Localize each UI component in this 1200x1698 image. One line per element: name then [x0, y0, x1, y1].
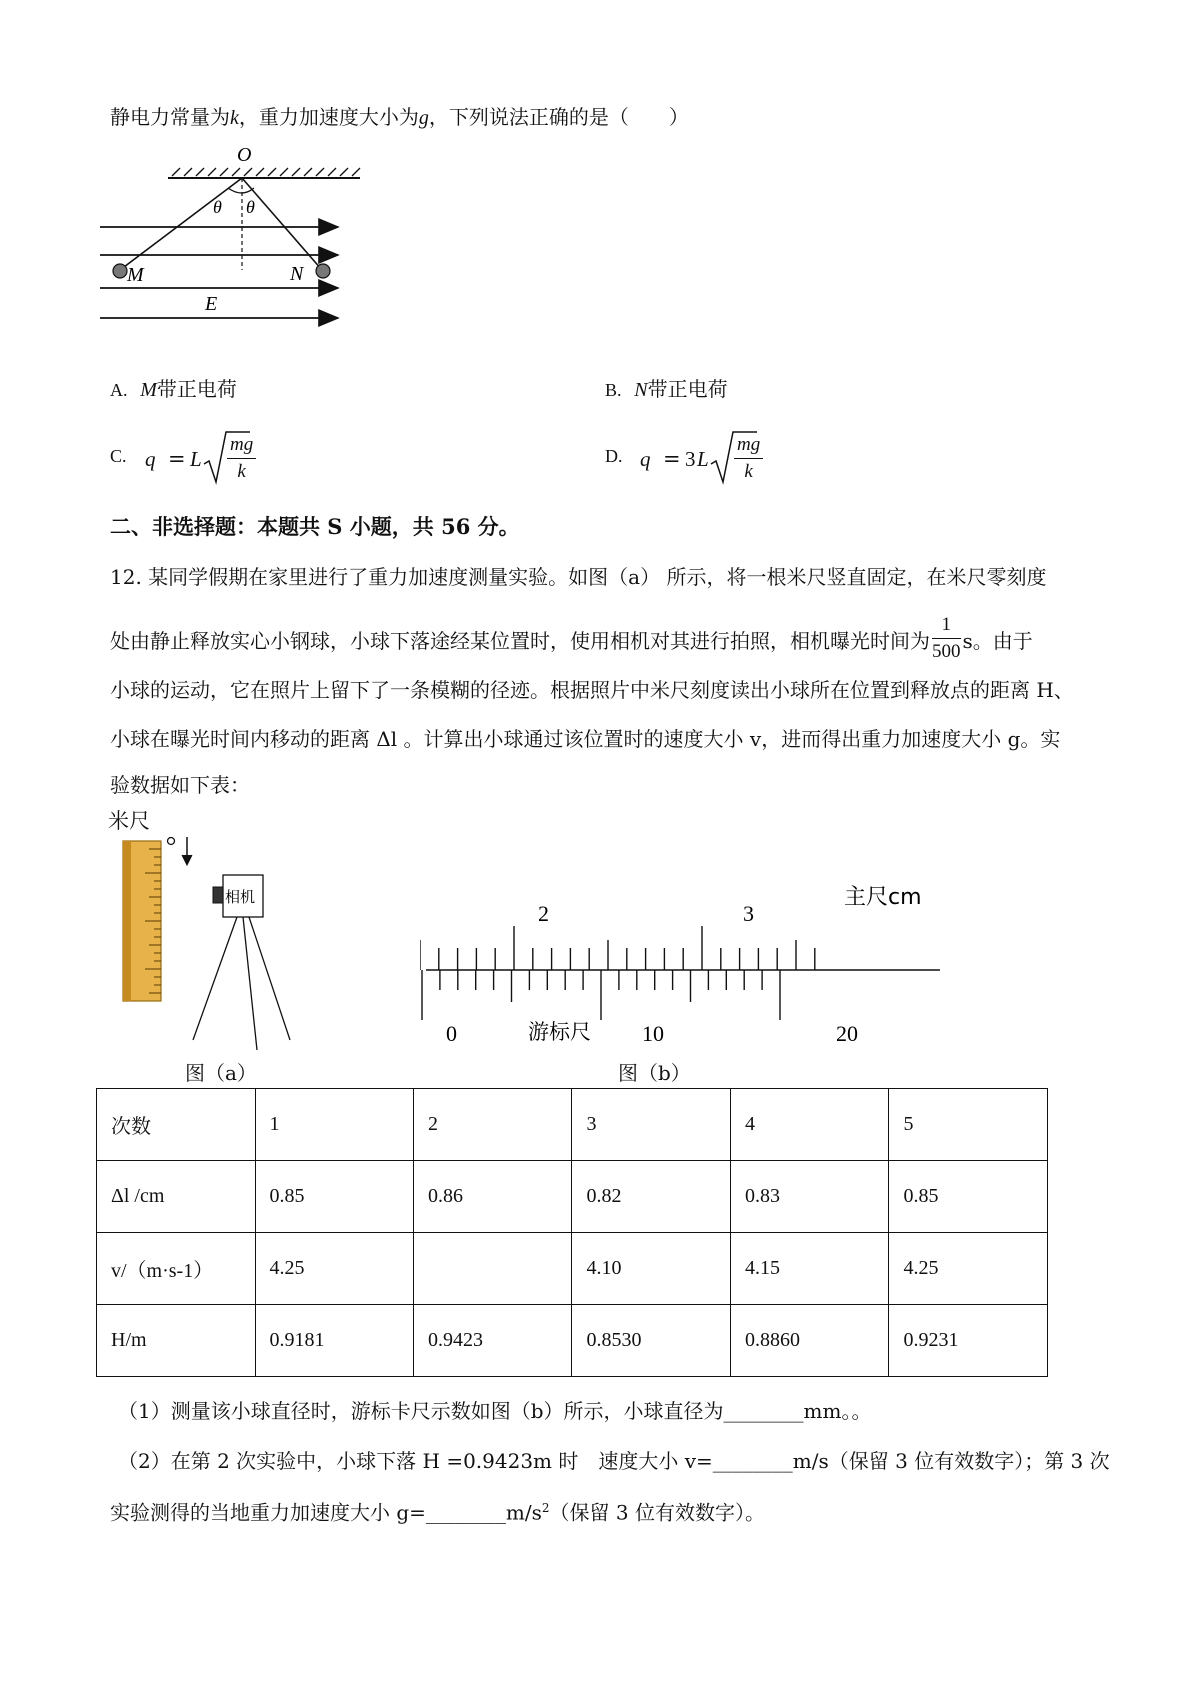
q12-line4: 小球在曝光时间内移动的距离 Δl 。计算出小球通过该位置时的速度大小 v，进而得出重力加速度大小 g。实 [110, 727, 1061, 751]
table-cell: 2 [414, 1089, 572, 1161]
option-letter: D. [605, 446, 623, 466]
table-cell: 3 [572, 1089, 730, 1161]
table-cell: 1 [255, 1089, 413, 1161]
label-n: N [290, 263, 304, 285]
section-heading: 二、非选择题：本题共 S 小题，共 56 分。 [110, 514, 520, 539]
denominator: 500 [932, 641, 961, 662]
label-e: E [205, 293, 218, 315]
numerator: mg [734, 432, 763, 459]
angle-arc [228, 188, 254, 193]
fraction [734, 432, 763, 485]
table-cell: 4 [730, 1089, 888, 1161]
q12-line2 [110, 616, 1033, 669]
exposure-fraction [932, 612, 961, 665]
vernier-scale-ticks [422, 970, 780, 1020]
theta-left: θ [213, 197, 222, 217]
ball-m [113, 264, 127, 278]
var-g: g [418, 107, 429, 129]
table-row-header: Δl /cm [97, 1161, 256, 1233]
electric-field-figure [100, 140, 390, 360]
var-n: N [634, 379, 648, 401]
table-cell: 0.85 [889, 1161, 1048, 1233]
table-cell: 5 [889, 1089, 1048, 1161]
numerator: mg [227, 432, 256, 459]
figure-b-vernier [420, 870, 960, 1060]
table-row [97, 1233, 1048, 1305]
string-right [242, 178, 322, 270]
option-b [605, 375, 728, 404]
q12-text: 处由静止释放实心小钢球，小球下落途经某位置时，使用相机对其进行拍照，相机曝光时间为 [110, 629, 930, 653]
table-cell: 4.10 [572, 1233, 730, 1305]
table-cell [414, 1233, 572, 1305]
equals-sign: = [168, 447, 186, 471]
q12-line3: 小球的运动，它在照片上留下了一条模糊的径迹。根据照片中米尺刻度读出小球所在位置到释放点的距离 H、 [110, 678, 1074, 702]
sub2-text: 实验测得的当地重力加速度大小 g=________m/s [110, 1500, 542, 1525]
camera-label: 相机 [225, 888, 256, 906]
caption-a: 图（a） [185, 1061, 257, 1085]
option-letter: B. [605, 380, 622, 400]
table-row-header: v/（m·s-1） [97, 1233, 256, 1305]
string-left [120, 178, 242, 270]
q12-text: s。由于 [962, 629, 1033, 653]
var-l: L [697, 447, 709, 471]
camera-lens [213, 887, 223, 903]
steel-ball [168, 838, 175, 845]
intro-text: ，下列说法正确的是（ ） [428, 105, 689, 129]
table-row [97, 1089, 1048, 1161]
table-cell: 0.9423 [414, 1305, 572, 1377]
theta-right: θ [246, 197, 255, 217]
label-o: O [237, 144, 252, 166]
ball-n [316, 264, 330, 278]
ceiling [168, 168, 360, 178]
vernier-tick-label: 20 [836, 1021, 858, 1046]
table-row-header: 次数 [97, 1089, 256, 1161]
main-tick-label: 3 [743, 901, 754, 926]
main-scale-ticks [420, 926, 815, 970]
table-cell: 0.9231 [889, 1305, 1048, 1377]
equals-sign: = [663, 447, 681, 471]
denominator: k [744, 461, 753, 482]
option-a [110, 375, 237, 404]
option-letter: A. [110, 380, 128, 400]
vernier-tick-label: 0 [446, 1021, 457, 1046]
table-cell: 4.15 [730, 1233, 888, 1305]
table-cell: 0.82 [572, 1161, 730, 1233]
var-k: k [230, 107, 239, 129]
superscript: 2 [541, 1501, 550, 1515]
figure-a [105, 835, 325, 1055]
sub2-text: （保留 3 位有效数字）。 [549, 1500, 765, 1525]
table-cell: 4.25 [889, 1233, 1048, 1305]
ruler-label: 米尺 [108, 809, 150, 833]
coefficient: 3 [685, 447, 696, 471]
data-table [96, 1088, 1048, 1377]
sub-question-1: （1）测量该小球直径时，游标卡尺示数如图（b）所示，小球直径为________mm。。 [118, 1399, 872, 1423]
table-row-header: H/m [97, 1305, 256, 1377]
fraction [227, 432, 256, 485]
table-cell: 0.86 [414, 1161, 572, 1233]
main-tick-label: 2 [538, 901, 549, 926]
table-cell: 0.8530 [572, 1305, 730, 1377]
option-letter: C. [110, 446, 127, 466]
label-m: M [127, 264, 144, 286]
intro-text: 静电力常量为 [110, 105, 230, 129]
numerator: 1 [932, 612, 961, 639]
var-q: q [640, 447, 651, 471]
down-arrow-icon [182, 855, 192, 865]
var-l: L [190, 447, 202, 471]
vernier-tick-label: 10 [642, 1021, 664, 1046]
var-m: M [140, 379, 157, 401]
vernier-label: 游标尺 [528, 1020, 591, 1044]
table-row [97, 1161, 1048, 1233]
table-cell: 0.8860 [730, 1305, 888, 1377]
option-text: 带正电荷 [647, 377, 728, 401]
var-q: q [145, 447, 156, 471]
caption-b: 图（b） [618, 1061, 691, 1085]
sub-question-2-line2 [110, 1494, 765, 1527]
table-row [97, 1305, 1048, 1377]
table-cell: 4.25 [255, 1233, 413, 1305]
main-scale-label: 主尺cm [844, 885, 922, 910]
meter-stick-edge [123, 841, 131, 1001]
q12-line1: 12. 某同学假期在家里进行了重力加速度测量实验。如图（a） 所示，将一根米尺竖直固定，在米尺零刻度 [110, 565, 1047, 589]
table-cell: 0.85 [255, 1161, 413, 1233]
q12-line5: 验数据如下表： [110, 773, 250, 797]
denominator: k [237, 461, 246, 482]
tripod [193, 917, 290, 1050]
table-cell: 0.83 [730, 1161, 888, 1233]
table-cell: 0.9181 [255, 1305, 413, 1377]
intro-text: ，重力加速度大小为 [238, 105, 419, 129]
option-text: 带正电荷 [156, 377, 237, 401]
intro-line [110, 103, 689, 132]
sub-question-2-line1: （2）在第 2 次实验中，小球下落 H =0.9423m 时 速度大小 v=________m/s（保留 3 位有效数字）；第 3 次 [118, 1449, 1110, 1473]
